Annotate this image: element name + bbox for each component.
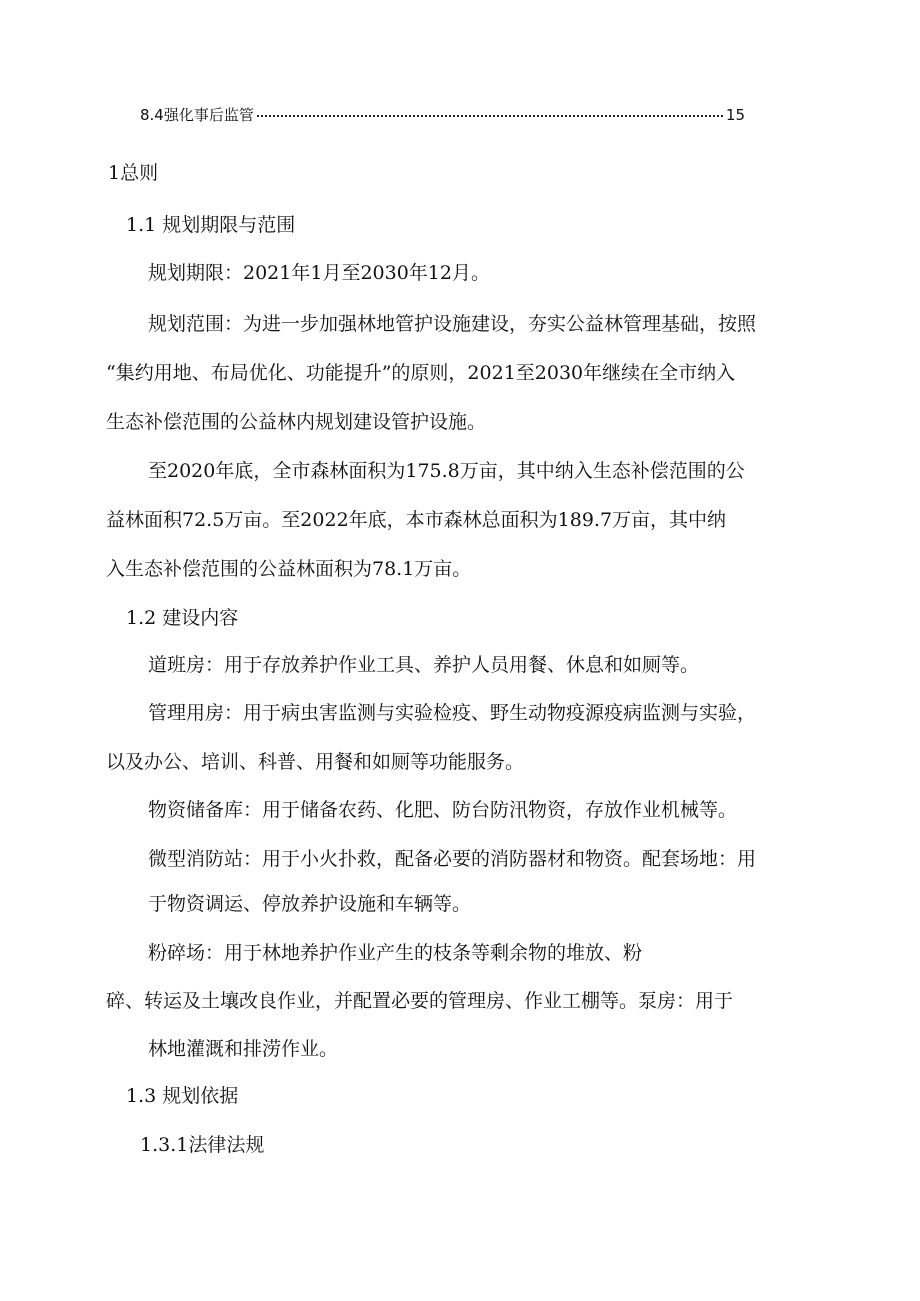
paragraph-line: “集约用地、布局优化、功能提升”的原则，2021至2030年继续在全市纳入 <box>106 362 736 384</box>
paragraph-line: 碎、转运及土壤改良作业，并配置必要的管理房、作业工棚等。泵房：用于 <box>106 990 734 1012</box>
paragraph-line: 规划范围：为进一步加强林地管护设施建设，夯实公益林管理基础，按照 <box>148 313 757 335</box>
chapter-heading: 1总则 <box>108 162 159 184</box>
paragraph-line: 至2020年底，全市森林面积为175.8万亩，其中纳入生态补偿范围的公 <box>148 460 745 482</box>
paragraph-line: 道班房：用于存放养护作业工具、养护人员用餐、休息和如厕等。 <box>148 654 700 676</box>
paragraph-line: 管理用房：用于病虫害监测与实验检疫、野生动物疫源疫病监测与实验， <box>148 702 757 724</box>
paragraph-line: 生态补偿范围的公益林内规划建设管护设施。 <box>106 411 487 433</box>
toc-dot-leader <box>257 115 723 117</box>
paragraph-line: 于物资调运、停放养护设施和车辆等。 <box>148 893 472 915</box>
section-heading: 1.3 规划依据 <box>126 1085 239 1107</box>
paragraph-line: 物资储备库：用于储备农药、化肥、防台防汛物资，存放作业机械等。 <box>148 799 738 821</box>
section-heading: 1.2 建设内容 <box>126 607 239 629</box>
paragraph-line: 以及办公、培训、科普、用餐和如厕等功能服务。 <box>106 751 525 773</box>
subsection-heading: 1.3.1法律法规 <box>140 1134 265 1156</box>
paragraph-line: 微型消防站：用于小火扑救，配备必要的消防器材和物资。配套场地：用 <box>148 848 757 870</box>
paragraph-line: 规划期限：2021年1月至2030年12月。 <box>148 262 490 284</box>
toc-page-number: 15 <box>725 106 745 124</box>
toc-entry[interactable] <box>140 104 745 125</box>
paragraph-line: 林地灌溉和排涝作业。 <box>148 1038 339 1060</box>
section-heading: 1.1 规划期限与范围 <box>126 214 296 236</box>
paragraph-line: 粉碎场：用于林地养护作业产生的枝条等剩余物的堆放、粉 <box>148 942 643 964</box>
paragraph-line: 益林面积72.5万亩。至2022年底，本市森林总面积为189.7万亩，其中纳 <box>106 509 727 531</box>
paragraph-line: 入生态补偿范围的公益林面积为78.1万亩。 <box>106 558 472 580</box>
toc-entry-title: 8.4强化事后监管 <box>140 106 254 124</box>
